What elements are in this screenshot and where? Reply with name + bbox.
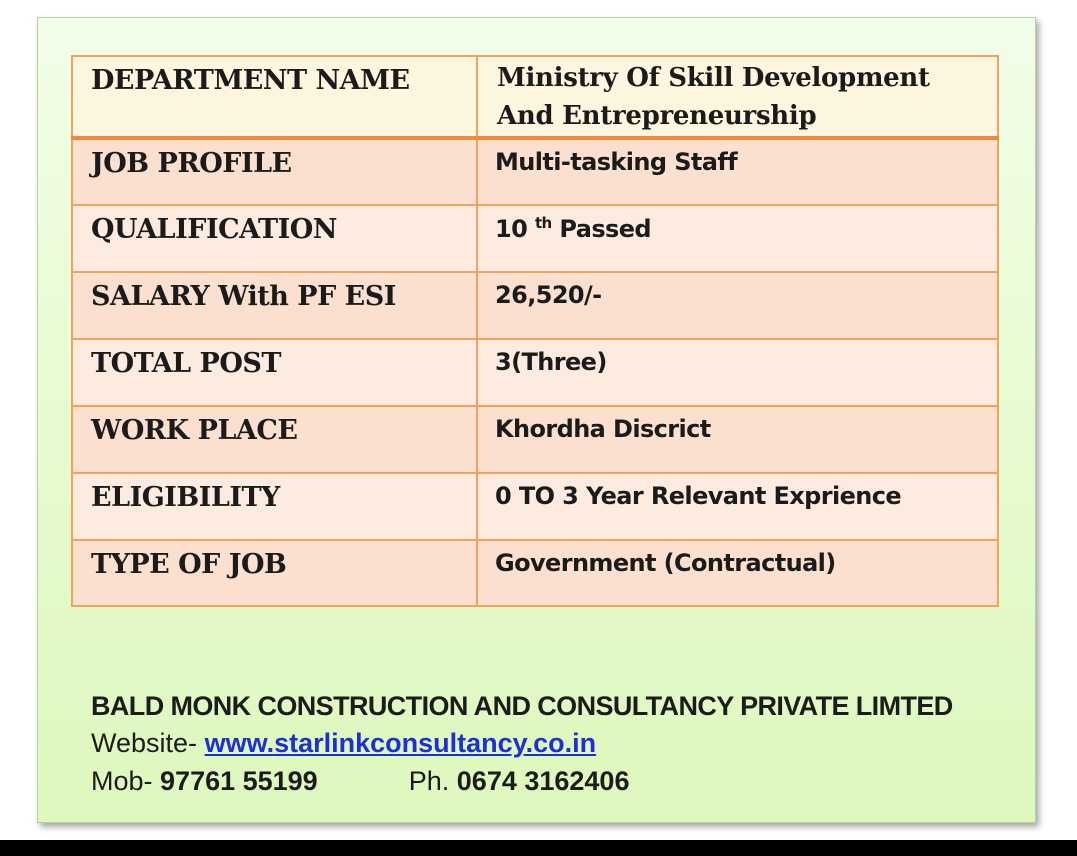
- work-place-value: Khordha Discrict: [477, 406, 998, 473]
- table-row-eligibility: [72, 473, 998, 540]
- department-name-line2: And Entrepreneurship: [497, 101, 817, 131]
- job-profile-label: JOB PROFILE: [72, 138, 477, 205]
- total-post-label: TOTAL POST: [72, 339, 477, 406]
- table-header-row: [72, 56, 998, 138]
- table-row-salary: [72, 272, 998, 339]
- phone-label: Ph.: [408, 766, 450, 796]
- qualification-rest: Passed: [559, 215, 651, 243]
- job-details-table: [71, 55, 999, 607]
- website-link[interactable]: www.starlinkconsultancy.co.in: [204, 728, 597, 758]
- qualification-number: 10: [495, 215, 528, 243]
- eligibility-value: 0 TO 3 Year Relevant Exprience: [477, 473, 998, 540]
- table-row-qualification: [72, 205, 998, 272]
- total-post-value: 3(Three): [477, 339, 998, 406]
- type-of-job-label: TYPE OF JOB: [72, 540, 477, 606]
- eligibility-label: ELIGIBILITY: [72, 473, 477, 540]
- table-row-job-profile: [72, 138, 998, 205]
- job-notice-card: [37, 17, 1036, 823]
- table-row-work-place: [72, 406, 998, 473]
- company-name: BALD MONK CONSTRUCTION AND CONSULTANCY PRIVATE LIMTED: [91, 691, 953, 721]
- website-line: [91, 724, 953, 762]
- department-name-value: [477, 56, 998, 138]
- salary-value: 26,520/-: [477, 272, 998, 339]
- mobile-number: 97761 55199: [160, 766, 318, 796]
- table-row-type-of-job: [72, 540, 998, 606]
- type-of-job-value: Government (Contractual): [477, 540, 998, 606]
- contact-footer: [91, 688, 953, 800]
- work-place-label: WORK PLACE: [72, 406, 477, 473]
- mobile-label: Mob-: [91, 766, 153, 796]
- website-label: Website-: [91, 728, 198, 758]
- bottom-black-bar: [0, 840, 1077, 856]
- table-row-total-post: [72, 339, 998, 406]
- department-name-line1: Ministry Of Skill Development: [497, 63, 930, 93]
- job-profile-value: Multi-tasking Staff: [477, 138, 998, 205]
- qualification-superscript: th: [534, 214, 552, 232]
- qualification-value: [477, 205, 998, 272]
- qualification-label: QUALIFICATION: [72, 205, 477, 272]
- department-name-label: DEPARTMENT NAME: [72, 56, 477, 138]
- phone-line: [91, 762, 953, 800]
- phone-number: 0674 3162406: [456, 766, 630, 796]
- salary-label: SALARY With PF ESI: [72, 272, 477, 339]
